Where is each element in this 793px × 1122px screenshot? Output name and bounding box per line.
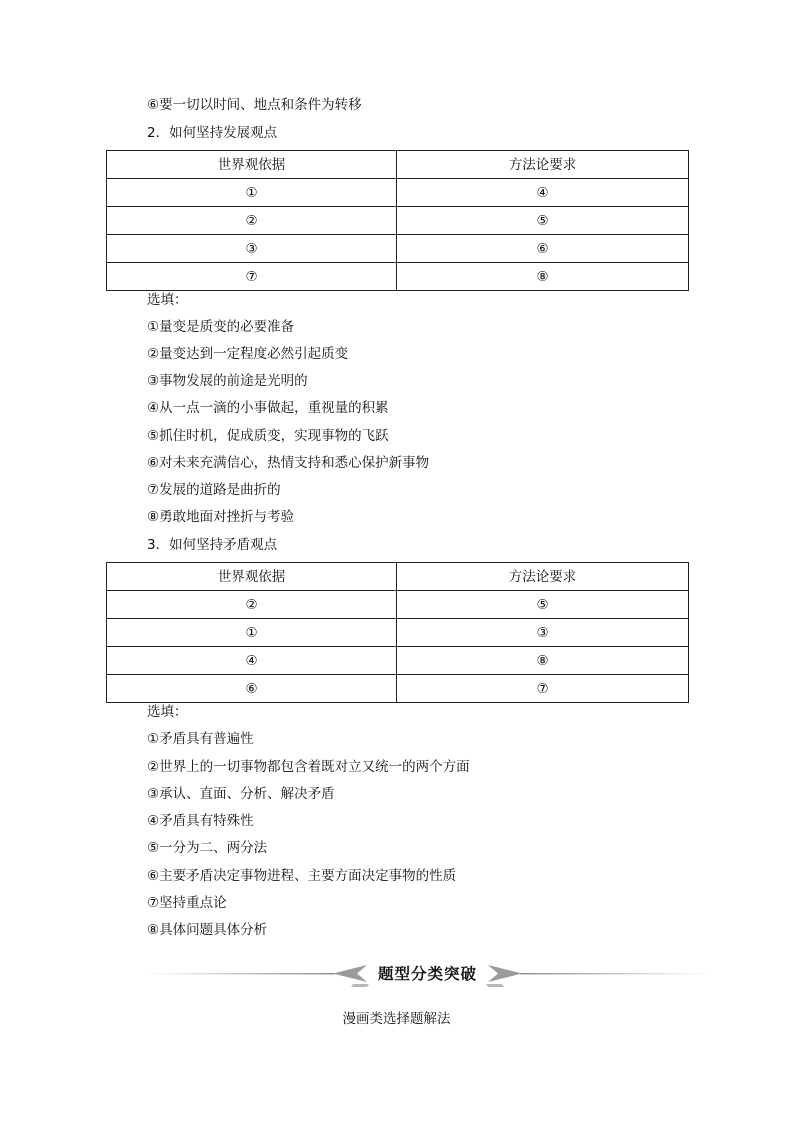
table-cell: ⑧ xyxy=(397,263,689,291)
section-banner xyxy=(145,958,710,988)
list-item: ①矛盾具有普遍性 xyxy=(147,731,254,747)
table-row xyxy=(107,179,689,207)
subheading: 漫画类选择题解法 xyxy=(342,1011,451,1027)
column-header-worldview: 世界观依据 xyxy=(107,563,397,591)
list-item: ⑤一分为二、两分法 xyxy=(147,840,268,856)
table-cell: ⑦ xyxy=(107,263,397,291)
list-item: ⑥主要矛盾决定事物进程、主要方面决定事物的性质 xyxy=(147,868,457,884)
table-cell: ① xyxy=(107,179,397,207)
list-item: ④从一点一滴的小事做起，重视量的积累 xyxy=(147,400,389,416)
banner-title: 题型分类突破 xyxy=(377,965,477,983)
list-item: ⑧勇敢地面对挫折与考验 xyxy=(147,509,295,525)
list-item: ①量变是质变的必要准备 xyxy=(147,319,295,335)
table-header-row xyxy=(107,151,689,179)
column-header-worldview: 世界观依据 xyxy=(107,151,397,179)
list-item: ⑤抓住时机，促成质变，实现事物的飞跃 xyxy=(147,428,389,444)
section3-heading: 3．如何坚持矛盾观点 xyxy=(147,537,278,553)
table-cell: ② xyxy=(107,207,397,235)
table-row xyxy=(107,263,689,291)
table-cell: ⑤ xyxy=(397,207,689,235)
table-cell: ④ xyxy=(107,647,397,675)
list-item: ②世界上的一切事物都包含着既对立又统一的两个方面 xyxy=(147,759,470,775)
list-item: ③事物发展的前途是光明的 xyxy=(147,373,308,389)
section2-fill-label: 选填： xyxy=(147,292,188,308)
banner-left-tab xyxy=(351,984,369,987)
table-row xyxy=(107,675,689,703)
table-cell: ① xyxy=(107,619,397,647)
table-cell: ② xyxy=(107,591,397,619)
list-item: ⑦坚持重点论 xyxy=(147,895,227,911)
section3-fill-label: 选填： xyxy=(147,704,188,720)
section3-table xyxy=(106,562,689,703)
column-header-methodology: 方法论要求 xyxy=(397,151,689,179)
list-item: ⑥对未来充满信心，热情支持和悉心保护新事物 xyxy=(147,455,430,471)
table-cell: ⑧ xyxy=(397,647,689,675)
table-cell: ⑥ xyxy=(397,235,689,263)
table-cell: ⑤ xyxy=(397,591,689,619)
table-row xyxy=(107,619,689,647)
table-row xyxy=(107,591,689,619)
list-item: ②量变达到一定程度必然引起质变 xyxy=(147,346,349,362)
table-cell: ③ xyxy=(397,619,689,647)
table-row xyxy=(107,647,689,675)
table-cell: ⑦ xyxy=(397,675,689,703)
table-row xyxy=(107,207,689,235)
section2-table xyxy=(106,150,689,291)
table-row xyxy=(107,235,689,263)
list-item: ⑦发展的道路是曲折的 xyxy=(147,482,281,498)
table-cell: ⑥ xyxy=(107,675,397,703)
table-header-row xyxy=(107,563,689,591)
list-item: ③承认、直面、分析、解决矛盾 xyxy=(147,786,335,802)
intro-line-6: ⑥要一切以时间、地点和条件为转移 xyxy=(147,97,362,113)
banner-right-tab xyxy=(486,984,504,987)
list-item: ⑧具体问题具体分析 xyxy=(147,922,268,938)
list-item: ④矛盾具有特殊性 xyxy=(147,813,254,829)
section2-heading: 2．如何坚持发展观点 xyxy=(147,125,278,141)
table-cell: ④ xyxy=(397,179,689,207)
table-cell: ③ xyxy=(107,235,397,263)
column-header-methodology: 方法论要求 xyxy=(397,563,689,591)
